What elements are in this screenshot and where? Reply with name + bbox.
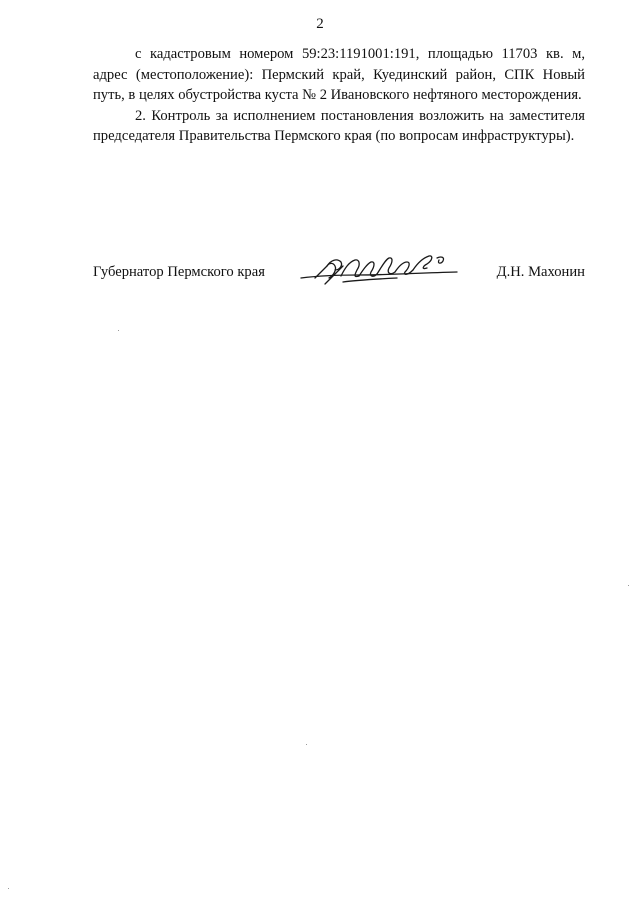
paragraph-control: 2. Контроль за исполнением постановления возложить на заместителя председателя Правительства Пермского края (по вопросам инфраструктуры).: [93, 107, 585, 144]
page-number: 2: [316, 16, 324, 32]
handwritten-signature: [297, 248, 461, 292]
scan-speck: [8, 888, 9, 889]
scan-speck: [118, 330, 119, 331]
document-body: [93, 44, 585, 147]
paragraph-continuation: с кадастровым номером 59:23:1191001:191, площадью 11703 кв. м, адрес (местоположение): Пермский край, Куединский район, СПК Новый путь, в целях обустройства куста № 2 Ивановского нефтяного месторождения.: [93, 46, 585, 103]
signatory-name: Д.Н. Махонин: [496, 264, 585, 280]
scan-speck: [628, 585, 629, 586]
signature-block: [93, 248, 585, 298]
signatory-position: Губернатор Пермского края: [93, 264, 265, 280]
scan-speck: [306, 744, 307, 745]
